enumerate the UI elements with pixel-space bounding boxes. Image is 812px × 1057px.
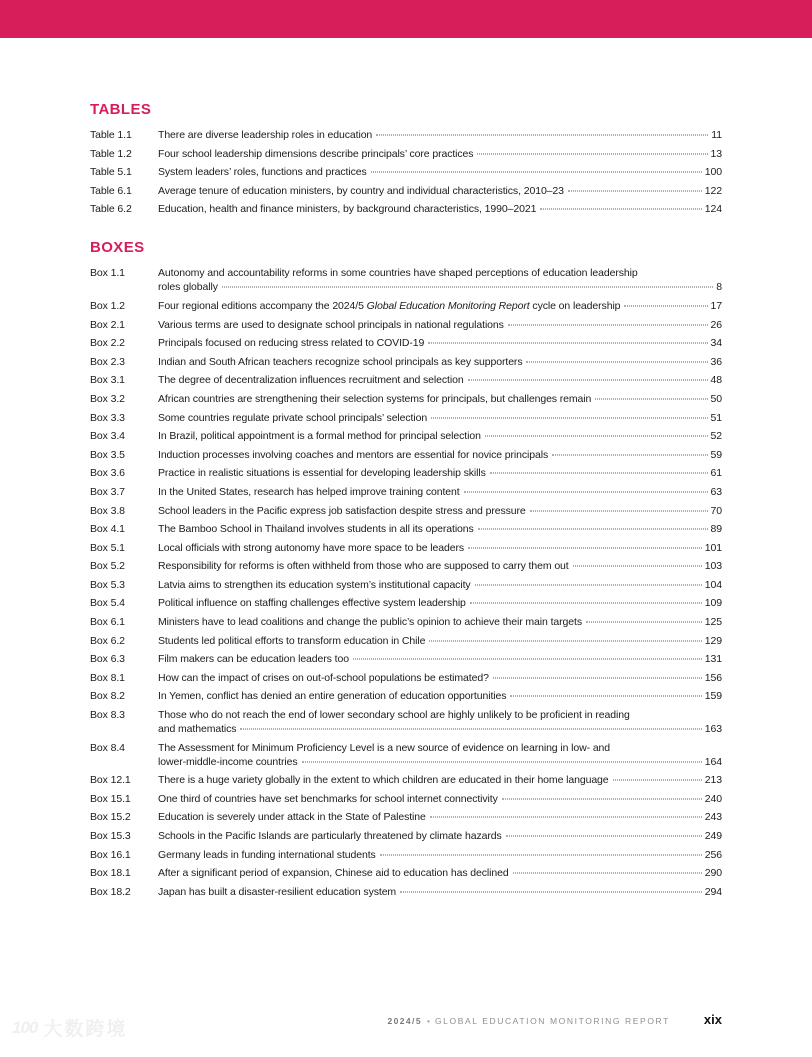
toc-entry-body xyxy=(158,615,722,629)
toc-entry-page-number: 256 xyxy=(704,848,722,861)
toc-entry-title: The degree of decentralization influences recruitment and selection xyxy=(158,374,464,387)
dot-leader xyxy=(478,529,708,530)
toc-entry-label: Box 1.1 xyxy=(90,267,125,280)
toc-entry xyxy=(90,810,722,824)
toc-content xyxy=(90,101,722,903)
toc-entry xyxy=(90,741,722,769)
toc-entry-title: Various terms are used to designate school principals in national regulations xyxy=(158,318,504,331)
dot-leader xyxy=(595,398,707,399)
toc-entry-lastline xyxy=(158,810,722,824)
toc-entry-page-number: 156 xyxy=(704,671,722,684)
toc-entry-title: and mathematics xyxy=(158,723,237,736)
dot-leader xyxy=(468,380,708,381)
toc-entry xyxy=(90,885,722,899)
toc-entry-title: School leaders in the Pacific express job satisfaction despite stress and pressure xyxy=(158,504,526,517)
toc-entry-body xyxy=(158,266,722,294)
toc-entry-body xyxy=(158,466,722,480)
toc-entry-lastline xyxy=(158,671,722,685)
toc-entry-label: Box 3.6 xyxy=(90,467,125,480)
toc-entry xyxy=(90,184,722,198)
toc-entry-page-number: 101 xyxy=(704,541,722,554)
boxes-section xyxy=(90,239,722,898)
toc-entry-body xyxy=(158,355,722,369)
dot-leader xyxy=(530,510,708,511)
toc-entry-body xyxy=(158,318,722,332)
toc-entry-page-number: 100 xyxy=(704,166,722,179)
toc-entry-label: Box 2.2 xyxy=(90,337,125,350)
toc-entry-title: There is a huge variety globally in the extent to which children are educated in their home language xyxy=(158,774,609,787)
toc-entry-label: Box 5.4 xyxy=(90,597,125,610)
toc-entry xyxy=(90,708,722,736)
toc-entry-label: Box 15.2 xyxy=(90,811,131,824)
page-footer xyxy=(388,1012,722,1027)
toc-entry-lastline xyxy=(158,202,722,216)
toc-entry-label: Box 6.3 xyxy=(90,653,125,666)
toc-entry xyxy=(90,165,722,179)
toc-entry-label: Box 18.2 xyxy=(90,885,131,898)
toc-entry-lastline xyxy=(158,128,722,142)
top-accent-bar xyxy=(0,0,812,38)
toc-entry-body xyxy=(158,596,722,610)
toc-entry-body xyxy=(158,448,722,462)
toc-entry-label: Box 5.1 xyxy=(90,541,125,554)
toc-entry-label: Table 6.1 xyxy=(90,184,132,197)
toc-entry-lastline xyxy=(158,522,722,536)
dot-leader xyxy=(485,436,708,437)
tables-list xyxy=(90,128,722,216)
toc-entry-title: Education is severely under attack in the State of Palestine xyxy=(158,811,426,824)
toc-entry-title: Japan has built a disaster-resilient education system xyxy=(158,885,397,898)
toc-entry-page-number: 8 xyxy=(716,281,722,294)
dot-leader xyxy=(508,324,708,325)
dot-leader xyxy=(222,287,713,288)
toc-entry-title: Four regional editions accompany the 2024/5 Global Education Monitoring Report cycle on leadership xyxy=(158,299,621,312)
toc-entry xyxy=(90,596,722,610)
dot-leader xyxy=(428,343,707,344)
toc-entry xyxy=(90,411,722,425)
toc-entry xyxy=(90,485,722,499)
toc-entry xyxy=(90,147,722,161)
toc-entry-lastline xyxy=(158,866,722,880)
toc-entry-lastline xyxy=(158,773,722,787)
toc-entry-title: One third of countries have set benchmarks for school internet connectivity xyxy=(158,792,498,805)
toc-entry-body xyxy=(158,741,722,769)
toc-entry-body xyxy=(158,866,722,880)
toc-entry xyxy=(90,689,722,703)
toc-entry xyxy=(90,128,722,142)
boxes-list xyxy=(90,266,722,898)
dot-leader xyxy=(613,780,702,781)
toc-entry-title: Practice in realistic situations is essential for developing leadership skills xyxy=(158,467,486,480)
toc-entry-lastline xyxy=(158,429,722,443)
toc-entry-title: System leaders’ roles, functions and practices xyxy=(158,166,367,179)
toc-entry xyxy=(90,541,722,555)
toc-entry-lastline xyxy=(158,755,722,769)
dot-leader xyxy=(353,659,702,660)
toc-entry-title: In Yemen, conflict has denied an entire generation of education opportunities xyxy=(158,690,507,703)
tables-section xyxy=(90,101,722,216)
toc-entry-lastline xyxy=(158,336,722,350)
dot-leader xyxy=(430,817,702,818)
toc-entry xyxy=(90,615,722,629)
toc-entry-body xyxy=(158,202,722,216)
toc-entry-body xyxy=(158,336,722,350)
toc-entry-title: Some countries regulate private school principals’ selection xyxy=(158,411,428,424)
toc-entry-label: Box 6.1 xyxy=(90,616,125,629)
toc-entry-label: Box 18.1 xyxy=(90,867,131,880)
toc-entry xyxy=(90,392,722,406)
dot-leader xyxy=(513,873,702,874)
dot-leader xyxy=(429,640,701,641)
toc-entry-page-number: 89 xyxy=(710,523,722,536)
toc-entry-lastline xyxy=(158,318,722,332)
toc-entry-title: Four school leadership dimensions describe principals’ core practices xyxy=(158,147,474,160)
toc-entry-page-number: 36 xyxy=(710,355,722,368)
dot-leader xyxy=(573,566,702,567)
toc-entry-body xyxy=(158,634,722,648)
toc-entry xyxy=(90,429,722,443)
toc-entry-lastline xyxy=(158,392,722,406)
toc-entry-page-number: 240 xyxy=(704,792,722,805)
toc-entry-body xyxy=(158,485,722,499)
toc-entry-body xyxy=(158,885,722,899)
toc-entry xyxy=(90,671,722,685)
toc-entry-page-number: 70 xyxy=(710,504,722,517)
toc-entry-lastline xyxy=(158,299,722,313)
toc-entry-label: Table 1.1 xyxy=(90,129,132,141)
toc-entry xyxy=(90,202,722,216)
toc-entry-label: Box 3.5 xyxy=(90,448,125,461)
toc-entry xyxy=(90,266,722,294)
toc-entry-lastline xyxy=(158,885,722,899)
toc-entry-page-number: 26 xyxy=(710,318,722,331)
toc-entry-title: Indian and South African teachers recognize school principals as key supporters xyxy=(158,355,523,368)
toc-entry-label: Box 3.2 xyxy=(90,392,125,405)
watermark-logo-icon: 100 xyxy=(12,1017,38,1037)
toc-entry xyxy=(90,652,722,666)
toc-entry-label: Box 1.2 xyxy=(90,299,125,312)
footer-edition: 2024/5 xyxy=(387,1016,422,1026)
toc-entry-label: Box 3.8 xyxy=(90,504,125,517)
toc-entry-title: Germany leads in funding international students xyxy=(158,848,376,861)
toc-entry-body xyxy=(158,522,722,536)
toc-entry xyxy=(90,773,722,787)
toc-entry-lastline xyxy=(158,466,722,480)
dot-leader xyxy=(526,361,707,362)
toc-entry-label: Box 3.7 xyxy=(90,485,125,498)
toc-entry-page-number: 109 xyxy=(704,597,722,610)
toc-entry-title: In the United States, research has helped improve training content xyxy=(158,485,460,498)
toc-entry-body xyxy=(158,810,722,824)
dot-leader xyxy=(586,622,702,623)
toc-entry-lastline xyxy=(158,634,722,648)
toc-entry-page-number: 159 xyxy=(704,690,722,703)
toc-entry-title: Average tenure of education ministers, by country and individual characteristics, 2010–23 xyxy=(158,184,564,197)
toc-entry-label: Table 5.1 xyxy=(90,166,132,179)
toc-entry-lastline xyxy=(158,280,722,294)
dot-leader xyxy=(568,190,702,191)
toc-entry-page-number: 11 xyxy=(711,129,722,141)
toc-entry-lastline xyxy=(158,485,722,499)
toc-entry-lastline xyxy=(158,541,722,555)
toc-entry-body xyxy=(158,299,722,313)
toc-entry-title: lower-middle-income countries xyxy=(158,755,298,768)
toc-entry-title: Schools in the Pacific Islands are particularly threatened by climate hazards xyxy=(158,830,502,842)
toc-entry-page-number: 50 xyxy=(710,392,722,405)
toc-entry xyxy=(90,299,722,313)
toc-entry-lastline xyxy=(158,147,722,161)
toc-entry-page-number: 52 xyxy=(710,430,722,443)
toc-entry-lastline xyxy=(158,165,722,179)
toc-entry-label: Box 2.3 xyxy=(90,355,125,368)
dot-leader xyxy=(502,798,702,799)
toc-entry-label: Box 8.1 xyxy=(90,671,125,684)
toc-entry-page-number: 125 xyxy=(704,616,722,629)
footer-separator-icon: • xyxy=(426,1016,430,1026)
toc-entry xyxy=(90,634,722,648)
toc-entry-body xyxy=(158,541,722,555)
toc-entry xyxy=(90,848,722,862)
dot-leader xyxy=(477,153,707,154)
toc-entry xyxy=(90,355,722,369)
toc-entry-label: Box 16.1 xyxy=(90,848,131,861)
toc-entry-body xyxy=(158,708,722,736)
toc-entry-title: In Brazil, political appointment is a formal method for principal selection xyxy=(158,430,481,443)
toc-entry-body xyxy=(158,429,722,443)
toc-entry-title: roles globally xyxy=(158,281,218,294)
toc-entry-body xyxy=(158,689,722,703)
toc-entry-lastline xyxy=(158,559,722,573)
toc-entry-body xyxy=(158,392,722,406)
toc-entry-label: Box 3.3 xyxy=(90,411,125,424)
dot-leader xyxy=(468,547,702,548)
toc-entry-page-number: 129 xyxy=(704,634,722,647)
dot-leader xyxy=(624,305,707,306)
toc-entry-label: Box 2.1 xyxy=(90,318,125,331)
toc-entry-body xyxy=(158,165,722,179)
toc-entry-title: The Assessment for Minimum Proficiency Level is a new source of evidence on learning in low- and xyxy=(158,741,611,754)
toc-entry-page-number: 51 xyxy=(710,411,722,424)
toc-entry xyxy=(90,504,722,518)
toc-entry-page-number: 104 xyxy=(704,578,722,591)
toc-entry-body xyxy=(158,373,722,387)
toc-entry-body xyxy=(158,504,722,518)
toc-entry-page-number: 48 xyxy=(710,374,722,387)
dot-leader xyxy=(380,854,702,855)
toc-entry-title: Principals focused on reducing stress related to COVID-19 xyxy=(158,337,425,350)
toc-entry-page-number: 103 xyxy=(704,560,722,573)
toc-entry-title: Local officials with strong autonomy have more space to be leaders xyxy=(158,541,465,554)
toc-entry-body xyxy=(158,411,722,425)
toc-entry-page-number: 249 xyxy=(704,830,722,842)
toc-entry-label: Table 1.2 xyxy=(90,147,132,160)
toc-entry-lastline xyxy=(158,829,722,843)
toc-entry-body xyxy=(158,829,722,843)
toc-entry xyxy=(90,829,722,843)
toc-entry-lastline xyxy=(158,722,722,736)
toc-entry-lastline xyxy=(158,652,722,666)
dot-leader xyxy=(431,417,707,418)
toc-entry-title: After a significant period of expansion, Chinese aid to education has declined xyxy=(158,867,509,880)
toc-entry xyxy=(90,373,722,387)
dot-leader xyxy=(470,603,702,604)
toc-entry-label: Box 5.3 xyxy=(90,578,125,591)
toc-entry-lastline xyxy=(158,355,722,369)
toc-entry-title: Responsibility for reforms is often withheld from those who are supposed to carry them out xyxy=(158,560,569,573)
toc-entry-page-number: 17 xyxy=(710,299,722,312)
toc-entry-title: African countries are strengthening their selection systems for principals, but challenges remain xyxy=(158,392,592,405)
toc-entry-lastline xyxy=(158,504,722,518)
footer-page-number: xix xyxy=(703,1012,722,1027)
toc-entry-lastline xyxy=(158,792,722,806)
tables-heading: TABLES xyxy=(90,101,152,118)
dot-leader xyxy=(475,584,702,585)
toc-entry-body xyxy=(158,128,722,142)
footer-report-name: GLOBAL EDUCATION MONITORING REPORT xyxy=(434,1016,670,1026)
toc-entry-title: Film makers can be education leaders too xyxy=(158,653,349,666)
toc-entry-title: There are diverse leadership roles in education xyxy=(158,129,373,141)
toc-entry-lastline xyxy=(158,411,722,425)
toc-entry-lastline xyxy=(158,184,722,198)
toc-entry-label: Box 15.1 xyxy=(90,792,131,805)
toc-entry-label: Box 4.1 xyxy=(90,523,125,536)
toc-entry-page-number: 122 xyxy=(704,184,722,197)
toc-entry-title: Ministers have to lead coalitions and change the public’s opinion to achieve their main targets xyxy=(158,616,582,629)
toc-entry xyxy=(90,318,722,332)
toc-entry-page-number: 124 xyxy=(704,203,722,216)
dot-leader xyxy=(371,172,702,173)
toc-entry-title: Induction processes involving coaches and mentors are essential for novice principals xyxy=(158,448,549,461)
toc-entry xyxy=(90,559,722,573)
toc-entry-page-number: 213 xyxy=(704,774,722,787)
toc-entry-body xyxy=(158,773,722,787)
toc-entry-title: Education, health and finance ministers, by background characteristics, 1990–2021 xyxy=(158,203,537,216)
dot-leader xyxy=(240,729,701,730)
toc-entry-lastline xyxy=(158,848,722,862)
watermark xyxy=(12,1014,127,1041)
toc-entry-body xyxy=(158,147,722,161)
toc-entry-page-number: 63 xyxy=(710,485,722,498)
toc-entry-title: Students led political efforts to transform education in Chile xyxy=(158,634,426,647)
toc-entry-label: Box 12.1 xyxy=(90,774,131,787)
toc-entry-lastline xyxy=(158,689,722,703)
toc-entry-page-number: 164 xyxy=(704,755,722,768)
toc-entry-body xyxy=(158,671,722,685)
toc-entry-title: How can the impact of crises on out-of-school populations be estimated? xyxy=(158,671,489,684)
watermark-text: 大数跨境 xyxy=(43,1019,128,1040)
toc-entry-lastline xyxy=(158,373,722,387)
toc-entry-body xyxy=(158,848,722,862)
toc-entry-title: The Bamboo School in Thailand involves students in all its operations xyxy=(158,523,474,536)
toc-entry-body xyxy=(158,652,722,666)
dot-leader xyxy=(490,473,708,474)
toc-entry-page-number: 59 xyxy=(710,448,722,461)
toc-entry-title: Autonomy and accountability reforms in some countries have shaped perceptions of education leadership xyxy=(158,267,638,280)
dot-leader xyxy=(376,135,708,136)
toc-entry xyxy=(90,522,722,536)
toc-entry-label: Box 3.1 xyxy=(90,374,125,387)
boxes-heading: BOXES xyxy=(90,239,145,257)
toc-entry-label: Box 8.4 xyxy=(90,741,125,754)
dot-leader xyxy=(493,677,702,678)
dot-leader xyxy=(540,209,701,210)
toc-entry xyxy=(90,866,722,880)
toc-entry xyxy=(90,466,722,480)
dot-leader xyxy=(464,491,708,492)
toc-entry-label: Box 8.3 xyxy=(90,709,125,722)
toc-entry-page-number: 131 xyxy=(704,653,722,666)
toc-entry-body xyxy=(158,184,722,198)
toc-entry-page-number: 61 xyxy=(710,467,722,480)
toc-entry-title: Those who do not reach the end of lower secondary school are highly unlikely to be proficient in reading xyxy=(158,709,630,722)
toc-entry-title: Political influence on staffing challenges effective system leadership xyxy=(158,597,466,610)
dot-leader xyxy=(302,761,702,762)
toc-entry-page-number: 13 xyxy=(710,147,722,160)
toc-entry-lastline xyxy=(158,596,722,610)
toc-entry-body xyxy=(158,792,722,806)
toc-entry-lastline xyxy=(158,578,722,592)
dot-leader xyxy=(400,891,702,892)
toc-entry-page-number: 163 xyxy=(704,723,722,736)
toc-entry-body xyxy=(158,578,722,592)
toc-entry-page-number: 34 xyxy=(710,337,722,350)
toc-entry-body xyxy=(158,559,722,573)
toc-entry-label: Box 3.4 xyxy=(90,430,125,443)
toc-entry xyxy=(90,792,722,806)
toc-entry xyxy=(90,578,722,592)
dot-leader xyxy=(506,836,702,837)
toc-entry-page-number: 243 xyxy=(704,811,722,824)
toc-entry-label: Table 6.2 xyxy=(90,203,132,216)
toc-entry-lastline xyxy=(158,615,722,629)
toc-entry-label: Box 6.2 xyxy=(90,634,125,647)
toc-entry-page-number: 290 xyxy=(704,867,722,880)
toc-entry-title: Latvia aims to strengthen its education system’s institutional capacity xyxy=(158,578,471,591)
toc-entry-page-number: 294 xyxy=(704,885,722,898)
toc-entry xyxy=(90,336,722,350)
toc-entry-label: Box 5.2 xyxy=(90,560,125,573)
dot-leader xyxy=(510,696,701,697)
toc-entry xyxy=(90,448,722,462)
dot-leader xyxy=(552,454,707,455)
toc-entry-label: Box 15.3 xyxy=(90,830,131,842)
toc-entry-label: Box 8.2 xyxy=(90,690,125,703)
toc-entry-lastline xyxy=(158,448,722,462)
